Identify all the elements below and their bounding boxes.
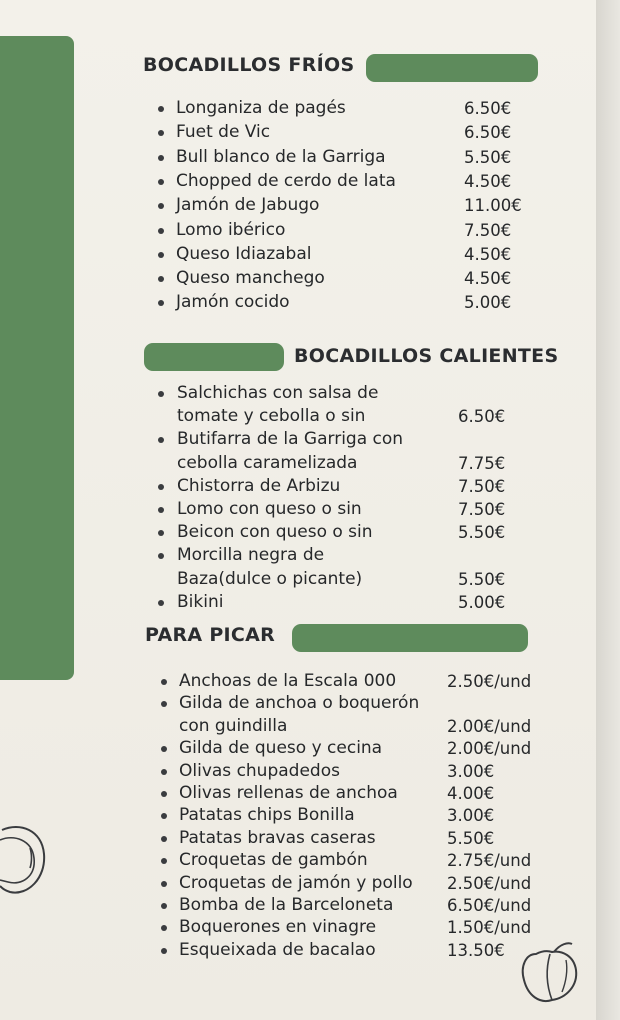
- menu-item-price: 3.00€: [447, 806, 495, 826]
- menu-item-name: Butifarra de la Garriga con: [177, 429, 404, 450]
- bullet-dot: [158, 155, 164, 161]
- menu-item-name: Lomo ibérico: [176, 219, 286, 240]
- menu-item-name: Patatas bravas caseras: [179, 827, 376, 848]
- menu-item-price: 7.50€: [458, 476, 506, 496]
- section-pill-para-picar: [292, 624, 528, 652]
- menu-item-name: Queso manchego: [176, 268, 325, 289]
- bullet-dot: [161, 881, 167, 887]
- section-title-bocadillos-frios: BOCADILLOS FRÍOS: [143, 54, 355, 76]
- menu-item-price: 6.50€/und: [447, 896, 532, 915]
- menu-item-price: 4.50€: [464, 244, 512, 264]
- menu-item-name: con guindilla: [179, 715, 288, 736]
- menu-item-price: 6.50€: [464, 99, 512, 118]
- menu-item-price: 5.50€: [458, 569, 506, 589]
- menu-item-name: Croquetas de jamón y pollo: [179, 872, 413, 893]
- menu-item-name: Bomba de la Barceloneta: [179, 895, 394, 915]
- section-title-para-picar: PARA PICAR: [145, 624, 276, 646]
- menu-item-price: 5.00€: [458, 592, 506, 612]
- menu-item-name: Beicon con queso o sin: [177, 522, 373, 543]
- menu-item-name: Olivas chupadedos: [179, 760, 340, 781]
- bullet-dot: [161, 836, 167, 842]
- pepper-drawing-icon: [516, 940, 586, 1006]
- menu-item-name: Bikini: [177, 591, 224, 612]
- bullet-dot: [158, 507, 164, 513]
- bullet-dot: [161, 903, 167, 909]
- bullet-dot: [161, 769, 167, 775]
- menu-item-name: Baza(dulce o picante): [177, 568, 363, 589]
- menu-item-name: Jamón cocido: [176, 292, 290, 313]
- menu-item-name: Esqueixada de bacalao: [179, 939, 376, 960]
- menu-item-name: Chopped de cerdo de lata: [176, 170, 396, 191]
- bullet-dot: [161, 679, 167, 685]
- olive-drawing-icon: [0, 818, 48, 898]
- menu-item-name: tomate y cebolla o sin: [177, 406, 366, 427]
- menu-item-name: Salchichas con salsa de: [177, 383, 379, 403]
- menu-item-name: Gilda de queso y cecina: [179, 738, 383, 759]
- menu-item-price: 7.50€: [458, 500, 506, 519]
- menu-item-price: 5.00€: [464, 293, 512, 313]
- menu-item-price: 4.50€: [464, 171, 512, 191]
- bullet-dot: [158, 106, 164, 112]
- menu-item-price: 3.00€: [447, 761, 495, 781]
- menu-item-price: 2.50€/und: [447, 672, 532, 691]
- menu-item-price: 13.50€: [447, 940, 505, 960]
- menu-item-name: Chistorra de Arbizu: [177, 475, 341, 496]
- bullet-dot: [158, 484, 164, 490]
- menu-item-name: Queso Idiazabal: [176, 243, 312, 264]
- bullet-dot: [158, 179, 164, 185]
- menu-item-name: Fuet de Vic: [176, 122, 271, 143]
- menu-item-price: 7.50€: [464, 220, 512, 240]
- menu-item-price: 6.50€: [458, 407, 506, 427]
- menu-item-name: Lomo con queso o sin: [177, 499, 362, 519]
- section-pill-bocadillos-frios: [366, 54, 538, 82]
- menu-item-name: Croquetas de gambón: [179, 850, 368, 871]
- bullet-dot: [158, 252, 164, 258]
- menu-item-name: Bull blanco de la Garriga: [176, 146, 386, 167]
- menu-item-name: Boquerones en vinagre: [179, 917, 377, 938]
- bullet-dot: [161, 791, 167, 797]
- bullet-dot: [161, 948, 167, 954]
- menu-item-price: 11.00€: [464, 196, 522, 216]
- menu-item-name: Longaniza de pagés: [176, 98, 346, 118]
- menu-item-name: Morcilla negra de: [177, 545, 325, 566]
- menu-item-price: 5.50€: [458, 523, 506, 543]
- menu-item-price: 4.50€: [464, 269, 512, 289]
- menu-item-price: 1.50€/und: [447, 918, 532, 938]
- menu-item-price: 2.50€/und: [447, 873, 532, 893]
- menu-item-price: 2.75€/und: [447, 851, 532, 871]
- menu-item-name: Jamón de Jabugo: [176, 195, 320, 216]
- menu-item-name: Olivas rellenas de anchoa: [179, 783, 398, 803]
- bullet-dot: [158, 228, 164, 234]
- section-pill-bocadillos-calientes: [144, 343, 284, 371]
- menu-item-price: 2.00€/und: [447, 739, 532, 759]
- menu-item-price: 6.50€: [464, 123, 512, 143]
- section-title-bocadillos-calientes: BOCADILLOS CALIENTES: [294, 345, 559, 367]
- menu-item-name: Gilda de anchoa o boquerón: [179, 693, 420, 714]
- green-side-band: [0, 36, 74, 680]
- menu-item-price: 5.50€: [447, 828, 495, 848]
- menu-item-name: cebolla caramelizada: [177, 452, 358, 473]
- menu-item-price: 2.00€/und: [447, 716, 532, 736]
- bullet-dot: [158, 600, 164, 606]
- menu-item-name: Anchoas de la Escala 000: [179, 671, 397, 691]
- menu-item-price: 7.75€: [458, 453, 506, 473]
- menu-item-price: 4.00€: [447, 784, 495, 803]
- bullet-dot: [158, 391, 164, 397]
- menu-item-price: 5.50€: [464, 147, 512, 167]
- page-edge-shadow: [596, 0, 620, 1020]
- menu-item-name: Patatas chips Bonilla: [179, 805, 355, 826]
